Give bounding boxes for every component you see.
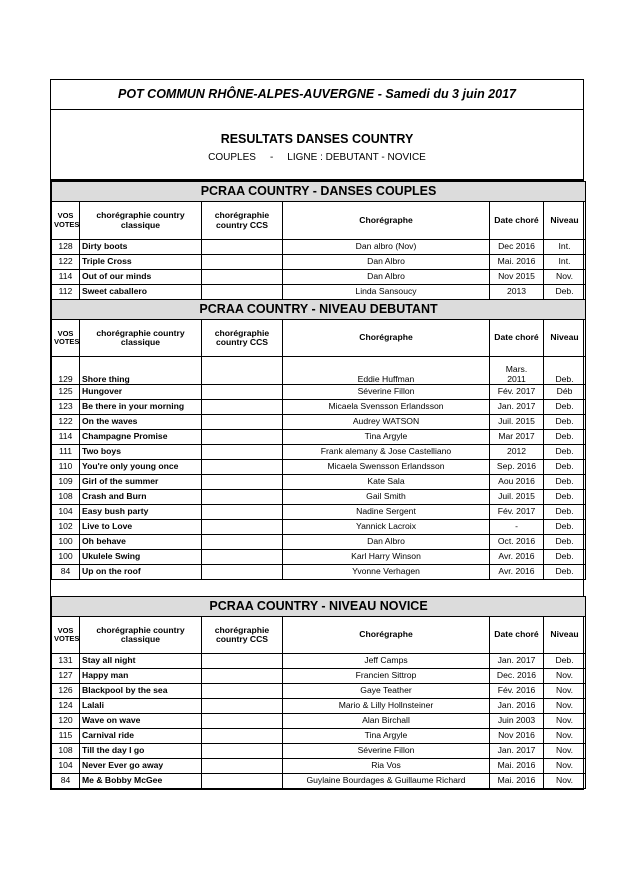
dance-name-cell: Lalali bbox=[80, 699, 202, 714]
category-ligne: LIGNE : DEBUTANT - NOVICE bbox=[287, 152, 426, 163]
date-cell: Juil. 2015 bbox=[490, 490, 544, 505]
votes-cell: 128 bbox=[52, 240, 80, 255]
results-tables bbox=[50, 180, 584, 790]
dance-name-cell: Ukulele Swing bbox=[80, 550, 202, 565]
level-cell: Nov. bbox=[544, 669, 586, 684]
table-row bbox=[52, 285, 586, 300]
document-header bbox=[50, 79, 584, 180]
section-gap bbox=[52, 580, 586, 597]
date-cell: Jan. 2017 bbox=[490, 654, 544, 669]
choreographer-cell: Yannick Lacroix bbox=[283, 520, 490, 535]
category-couples: COUPLES bbox=[208, 152, 256, 163]
section-title-row bbox=[52, 300, 586, 320]
event-title: POT COMMUN RHÔNE-ALPES-AUVERGNE - Samedi du 3 juin 2017 bbox=[51, 80, 583, 110]
level-cell: Deb. bbox=[544, 475, 586, 490]
votes-cell: 112 bbox=[52, 285, 80, 300]
ccs-cell bbox=[202, 699, 283, 714]
date-header: Date choré bbox=[490, 202, 544, 240]
votes-cell: 108 bbox=[52, 490, 80, 505]
votes-cell: 114 bbox=[52, 270, 80, 285]
dance-name-cell: On the waves bbox=[80, 415, 202, 430]
date-cell: Avr. 2016 bbox=[490, 550, 544, 565]
votes-cell: 125 bbox=[52, 385, 80, 400]
date-cell: 2012 bbox=[490, 445, 544, 460]
date-cell: Sep. 2016 bbox=[490, 460, 544, 475]
date-cell: Mai. 2016 bbox=[490, 774, 544, 789]
column-header-row bbox=[52, 320, 586, 357]
choreographer-cell: Jeff Camps bbox=[283, 654, 490, 669]
ccs-cell bbox=[202, 385, 283, 400]
section-title: PCRAA COUNTRY - NIVEAU NOVICE bbox=[52, 597, 586, 617]
ccs-header: chorégraphie country CCS bbox=[202, 202, 283, 240]
ccs-cell bbox=[202, 357, 283, 385]
column-header-row bbox=[52, 617, 586, 654]
choreographer-cell: Dan Albro bbox=[283, 255, 490, 270]
level-cell: Nov. bbox=[544, 714, 586, 729]
date-cell: Dec 2016 bbox=[490, 240, 544, 255]
dance-name-cell: Dirty boots bbox=[80, 240, 202, 255]
dance-name-cell: Triple Cross bbox=[80, 255, 202, 270]
date-header: Date choré bbox=[490, 320, 544, 357]
level-cell: Deb. bbox=[544, 285, 586, 300]
choreographer-cell: Eddie Huffman bbox=[283, 357, 490, 385]
niveau-header: Niveau bbox=[544, 320, 586, 357]
date-cell: Dec. 2016 bbox=[490, 669, 544, 684]
table-row bbox=[52, 744, 586, 759]
dance-name-cell: Be there in your morning bbox=[80, 400, 202, 415]
ccs-cell bbox=[202, 270, 283, 285]
level-cell: Int. bbox=[544, 240, 586, 255]
table-row bbox=[52, 430, 586, 445]
choreographer-cell: Dan Albro bbox=[283, 535, 490, 550]
level-cell: Nov. bbox=[544, 729, 586, 744]
ccs-header: chorégraphie country CCS bbox=[202, 320, 283, 357]
dance-name-cell: Live to Love bbox=[80, 520, 202, 535]
dance-name-cell: You're only young once bbox=[80, 460, 202, 475]
date-cell: Fév. 2017 bbox=[490, 505, 544, 520]
date-cell: Fév. 2017 bbox=[490, 385, 544, 400]
ccs-cell bbox=[202, 505, 283, 520]
date-cell: Mai. 2016 bbox=[490, 759, 544, 774]
level-cell: Nov. bbox=[544, 759, 586, 774]
choreographer-cell: Nadine Sergent bbox=[283, 505, 490, 520]
date-cell: Jan. 2017 bbox=[490, 400, 544, 415]
ccs-cell bbox=[202, 535, 283, 550]
classique-header: chorégraphie country classique bbox=[80, 320, 202, 357]
table-row bbox=[52, 550, 586, 565]
dance-name-cell: Up on the roof bbox=[80, 565, 202, 580]
votes-cell: 104 bbox=[52, 505, 80, 520]
votes-cell: 115 bbox=[52, 729, 80, 744]
table-row bbox=[52, 255, 586, 270]
ccs-cell bbox=[202, 460, 283, 475]
date-cell: - bbox=[490, 520, 544, 535]
ccs-cell bbox=[202, 684, 283, 699]
table-row bbox=[52, 270, 586, 285]
ccs-cell bbox=[202, 415, 283, 430]
section-title-row bbox=[52, 182, 586, 202]
level-cell: Deb. bbox=[544, 550, 586, 565]
dance-name-cell: Wave on wave bbox=[80, 714, 202, 729]
votes-cell: 108 bbox=[52, 744, 80, 759]
choreographer-cell: Kate Sala bbox=[283, 475, 490, 490]
dance-name-cell: Hungover bbox=[80, 385, 202, 400]
table-row bbox=[52, 714, 586, 729]
ccs-cell bbox=[202, 475, 283, 490]
ccs-cell bbox=[202, 565, 283, 580]
dance-name-cell: Girl of the summer bbox=[80, 475, 202, 490]
ccs-cell bbox=[202, 400, 283, 415]
level-cell: Deb. bbox=[544, 654, 586, 669]
table-row bbox=[52, 357, 586, 385]
dance-name-cell: Oh behave bbox=[80, 535, 202, 550]
table-row bbox=[52, 415, 586, 430]
table-row bbox=[52, 565, 586, 580]
level-cell: Deb. bbox=[544, 520, 586, 535]
classique-header: chorégraphie country classique bbox=[80, 202, 202, 240]
votes-cell: 124 bbox=[52, 699, 80, 714]
ccs-cell bbox=[202, 255, 283, 270]
results-categories bbox=[51, 152, 583, 163]
table-row bbox=[52, 729, 586, 744]
dance-name-cell: Carnival ride bbox=[80, 729, 202, 744]
choregraphe-header: Chorégraphe bbox=[283, 320, 490, 357]
level-cell: Nov. bbox=[544, 270, 586, 285]
choreographer-cell: Karl Harry Winson bbox=[283, 550, 490, 565]
date-cell: Mars. 2011 bbox=[490, 357, 544, 385]
niveau-header: Niveau bbox=[544, 202, 586, 240]
dance-name-cell: Stay all night bbox=[80, 654, 202, 669]
level-cell: Deb. bbox=[544, 400, 586, 415]
votes-cell: 102 bbox=[52, 520, 80, 535]
ccs-cell bbox=[202, 774, 283, 789]
level-cell: Nov. bbox=[544, 699, 586, 714]
level-cell: Deb. bbox=[544, 505, 586, 520]
votes-cell: 100 bbox=[52, 550, 80, 565]
ccs-cell bbox=[202, 714, 283, 729]
votes-cell: 84 bbox=[52, 774, 80, 789]
date-cell: Juil. 2015 bbox=[490, 415, 544, 430]
ccs-cell bbox=[202, 430, 283, 445]
table-row bbox=[52, 460, 586, 475]
level-cell: Deb. bbox=[544, 415, 586, 430]
results-table bbox=[51, 181, 586, 789]
section-title: PCRAA COUNTRY - NIVEAU DEBUTANT bbox=[52, 300, 586, 320]
date-cell: Aou 2016 bbox=[490, 475, 544, 490]
votes-cell: 129 bbox=[52, 357, 80, 385]
choreographer-cell: Tina Argyle bbox=[283, 729, 490, 744]
votes-cell: 110 bbox=[52, 460, 80, 475]
date-cell: Nov 2015 bbox=[490, 270, 544, 285]
choreographer-cell: Micaela Swensson Erlandsson bbox=[283, 460, 490, 475]
table-row bbox=[52, 669, 586, 684]
votes-cell: 120 bbox=[52, 714, 80, 729]
dance-name-cell: Champagne Promise bbox=[80, 430, 202, 445]
table-row bbox=[52, 520, 586, 535]
dance-name-cell: Crash and Burn bbox=[80, 490, 202, 505]
table-row bbox=[52, 240, 586, 255]
choreographer-cell: Frank alemany & Jose Castelliano bbox=[283, 445, 490, 460]
ccs-cell bbox=[202, 759, 283, 774]
level-cell: Deb. bbox=[544, 445, 586, 460]
ccs-cell bbox=[202, 729, 283, 744]
votes-header: VOS VOTES bbox=[52, 202, 80, 240]
dance-name-cell: Two boys bbox=[80, 445, 202, 460]
date-cell: Mar 2017 bbox=[490, 430, 544, 445]
section-title: PCRAA COUNTRY - DANSES COUPLES bbox=[52, 182, 586, 202]
votes-cell: 126 bbox=[52, 684, 80, 699]
votes-cell: 123 bbox=[52, 400, 80, 415]
ccs-cell bbox=[202, 445, 283, 460]
level-cell: Nov. bbox=[544, 744, 586, 759]
choreographer-cell: Francien Sittrop bbox=[283, 669, 490, 684]
votes-cell: 100 bbox=[52, 535, 80, 550]
ccs-cell bbox=[202, 240, 283, 255]
dance-name-cell: Sweet caballero bbox=[80, 285, 202, 300]
section-title-row bbox=[52, 597, 586, 617]
votes-header: VOS VOTES bbox=[52, 320, 80, 357]
date-cell: Oct. 2016 bbox=[490, 535, 544, 550]
date-cell: Fév. 2016 bbox=[490, 684, 544, 699]
votes-header: VOS VOTES bbox=[52, 617, 80, 654]
table-row bbox=[52, 535, 586, 550]
results-title: RESULTATS DANSES COUNTRY bbox=[220, 132, 414, 146]
dance-name-cell: Blackpool by the sea bbox=[80, 684, 202, 699]
dance-name-cell: Me & Bobby McGee bbox=[80, 774, 202, 789]
choreographer-cell: Ria Vos bbox=[283, 759, 490, 774]
choreographer-cell: Guylaine Bourdages & Guillaume Richard bbox=[283, 774, 490, 789]
table-row bbox=[52, 400, 586, 415]
level-cell: Déb bbox=[544, 385, 586, 400]
table-row bbox=[52, 505, 586, 520]
level-cell: Deb. bbox=[544, 535, 586, 550]
category-separator: - bbox=[269, 152, 274, 163]
choreographer-cell: Dan Albro bbox=[283, 270, 490, 285]
dance-name-cell: Out of our minds bbox=[80, 270, 202, 285]
level-cell: Deb. bbox=[544, 460, 586, 475]
choreographer-cell: Gail Smith bbox=[283, 490, 490, 505]
votes-cell: 122 bbox=[52, 415, 80, 430]
level-cell: Deb. bbox=[544, 490, 586, 505]
ccs-cell bbox=[202, 285, 283, 300]
ccs-cell bbox=[202, 490, 283, 505]
ccs-cell bbox=[202, 654, 283, 669]
choreographer-cell: Tina Argyle bbox=[283, 430, 490, 445]
ccs-cell bbox=[202, 550, 283, 565]
dance-name-cell: Shore thing bbox=[80, 357, 202, 385]
choreographer-cell: Linda Sansoucy bbox=[283, 285, 490, 300]
dance-name-cell: Easy bush party bbox=[80, 505, 202, 520]
table-row bbox=[52, 445, 586, 460]
table-row bbox=[52, 759, 586, 774]
table-row bbox=[52, 684, 586, 699]
level-cell: Nov. bbox=[544, 684, 586, 699]
level-cell: Deb. bbox=[544, 430, 586, 445]
votes-cell: 122 bbox=[52, 255, 80, 270]
choreographer-cell: Séverine Fillon bbox=[283, 744, 490, 759]
column-header-row bbox=[52, 202, 586, 240]
choreographer-cell: Dan albro (Nov) bbox=[283, 240, 490, 255]
level-cell: Deb. bbox=[544, 565, 586, 580]
choreographer-cell: Gaye Teather bbox=[283, 684, 490, 699]
choreographer-cell: Yvonne Verhagen bbox=[283, 565, 490, 580]
choreographer-cell: Mario & Lilly Hollnsteiner bbox=[283, 699, 490, 714]
choreographer-cell: Séverine Fillon bbox=[283, 385, 490, 400]
date-cell: Jan. 2016 bbox=[490, 699, 544, 714]
table-row bbox=[52, 385, 586, 400]
votes-cell: 111 bbox=[52, 445, 80, 460]
choreographer-cell: Audrey WATSON bbox=[283, 415, 490, 430]
votes-cell: 127 bbox=[52, 669, 80, 684]
table-row bbox=[52, 699, 586, 714]
niveau-header: Niveau bbox=[544, 617, 586, 654]
dance-name-cell: Never Ever go away bbox=[80, 759, 202, 774]
choreographer-cell: Alan Birchall bbox=[283, 714, 490, 729]
level-cell: Int. bbox=[544, 255, 586, 270]
votes-cell: 84 bbox=[52, 565, 80, 580]
table-row bbox=[52, 654, 586, 669]
table-row bbox=[52, 774, 586, 789]
date-cell: Jan. 2017 bbox=[490, 744, 544, 759]
level-cell: Nov. bbox=[544, 774, 586, 789]
date-header: Date choré bbox=[490, 617, 544, 654]
table-row bbox=[52, 475, 586, 490]
table-row bbox=[52, 490, 586, 505]
ccs-cell bbox=[202, 520, 283, 535]
level-cell: Deb. bbox=[544, 357, 586, 385]
votes-cell: 131 bbox=[52, 654, 80, 669]
choreographer-cell: Micaela Svensson Erlandsson bbox=[283, 400, 490, 415]
votes-cell: 104 bbox=[52, 759, 80, 774]
votes-cell: 114 bbox=[52, 430, 80, 445]
date-cell: Mai. 2016 bbox=[490, 255, 544, 270]
classique-header: chorégraphie country classique bbox=[80, 617, 202, 654]
date-cell: Juin 2003 bbox=[490, 714, 544, 729]
dance-name-cell: Happy man bbox=[80, 669, 202, 684]
choregraphe-header: Chorégraphe bbox=[283, 202, 490, 240]
date-cell: Nov 2016 bbox=[490, 729, 544, 744]
date-cell: 2013 bbox=[490, 285, 544, 300]
votes-cell: 109 bbox=[52, 475, 80, 490]
ccs-cell bbox=[202, 744, 283, 759]
choregraphe-header: Chorégraphe bbox=[283, 617, 490, 654]
ccs-cell bbox=[202, 669, 283, 684]
date-cell: Avr. 2016 bbox=[490, 565, 544, 580]
ccs-header: chorégraphie country CCS bbox=[202, 617, 283, 654]
dance-name-cell: Till the day I go bbox=[80, 744, 202, 759]
